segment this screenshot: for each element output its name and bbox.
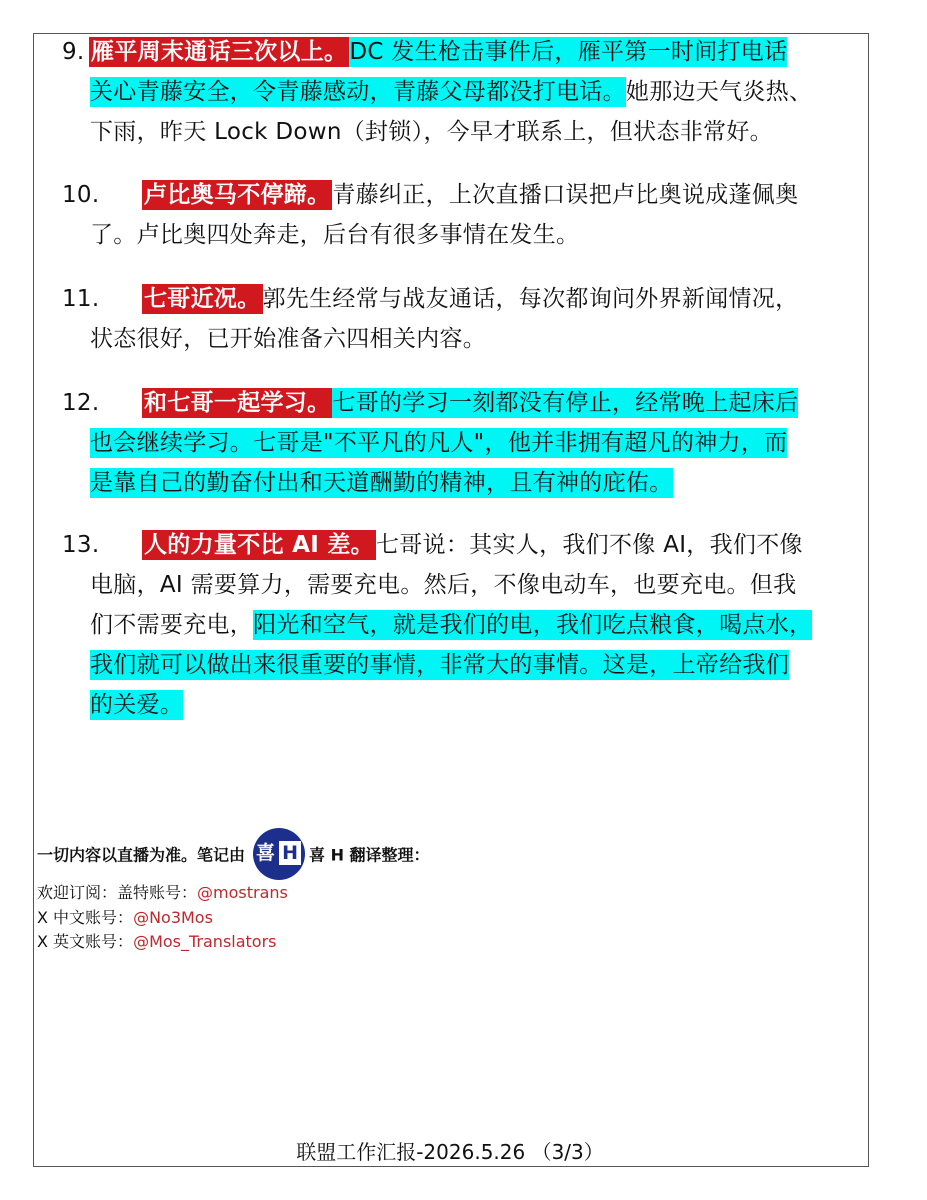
item-number: 9.: [62, 39, 85, 65]
contact-label: X 中文账号：: [37, 907, 134, 927]
item-number: 11.: [62, 286, 100, 312]
contact-handle-link[interactable]: @mostrans: [197, 883, 288, 902]
body-text: 了。卢比奥四处奔走，后台有很多事情在发生。: [90, 222, 580, 248]
highlighted-text: 也会继续学习。七哥是"不平凡的凡人"，他并非拥有超凡的神力，而: [90, 430, 788, 456]
body-text: 下雨，昨天 Lock Down（封锁），今早才联系上，但状态非常好。: [90, 119, 773, 145]
highlighted-text: 关心青藤安全，令青藤感动，青藤父母都没打电话。: [90, 79, 626, 105]
credit-text: 喜 H 翻译整理：: [309, 845, 430, 865]
credit-text: 一切内容以直播为准。笔记由: [37, 845, 246, 865]
item-heading: 和七哥一起学习。: [144, 390, 331, 416]
item-number: 13.: [62, 532, 100, 558]
contact-list: [37, 881, 288, 955]
body-text: 状态很好，已开始准备六四相关内容。: [90, 326, 487, 352]
contact-x-chinese: [37, 906, 288, 931]
translation-credit: [37, 830, 430, 865]
item-11: [62, 279, 862, 359]
item-12: [62, 383, 862, 503]
body-text: 她那边天气炎热、: [625, 79, 813, 105]
contact-handle-link[interactable]: @No3Mos: [133, 907, 213, 927]
item-heading: 雁平周末通话三次以上。: [91, 39, 348, 65]
logo-character: 喜: [256, 842, 276, 864]
highlighted-text: 七哥的学习一刻都没有停止，经常晚上起床后: [332, 390, 799, 416]
highlighted-text: 的关爱。: [90, 692, 184, 718]
item-number: 10.: [62, 182, 100, 208]
item-13: [62, 525, 862, 725]
highlighted-text: 是靠自己的勤奋付出和天道酬勤的精神，且有神的庇佑。: [90, 470, 673, 496]
contact-label: 欢迎订阅：盖特账号：: [37, 883, 198, 902]
item-9: [62, 32, 862, 152]
contact-x-english: [37, 930, 288, 955]
highlighted-text: DC 发生枪击事件后，雁平第一时间打电话: [349, 39, 788, 65]
item-heading: 人的力量不比 AI 差。: [144, 532, 374, 558]
item-heading: 卢比奥马不停蹄。: [144, 182, 331, 208]
highlighted-text: 我们就可以做出来很重要的事情，非常大的事情。这是，上帝给我们: [90, 652, 789, 678]
item-heading: 七哥近况。: [144, 286, 261, 312]
logo-letter: H: [279, 841, 301, 865]
body-text: 们不需要充电，: [90, 612, 254, 638]
body-text: 电脑，AI 需要算力，需要充电。然后，不像电动车，也要充电。但我: [90, 572, 797, 598]
body-text: 青藤纠正，上次直播口误把卢比奥说成蓬佩奥: [332, 182, 799, 208]
contact-handle-link[interactable]: @Mos_Translators: [133, 932, 277, 951]
body-text: 郭先生经常与战友通话，每次都询问外界新闻情况，: [262, 286, 799, 312]
translator-logo: [253, 828, 305, 880]
page-footer: 联盟工作汇报-2026.5.26 （3/3）: [296, 1140, 604, 1164]
contact-label: X 英文账号：: [37, 932, 134, 951]
highlighted-text: 阳光和空气，就是我们的电，我们吃点粮食，喝点水，: [253, 612, 813, 638]
contact-gettr: [37, 881, 288, 906]
body-text: 七哥说：其实人，我们不像 AI，我们不像: [375, 532, 803, 558]
item-number: 12.: [62, 390, 100, 416]
item-10: [62, 175, 862, 255]
